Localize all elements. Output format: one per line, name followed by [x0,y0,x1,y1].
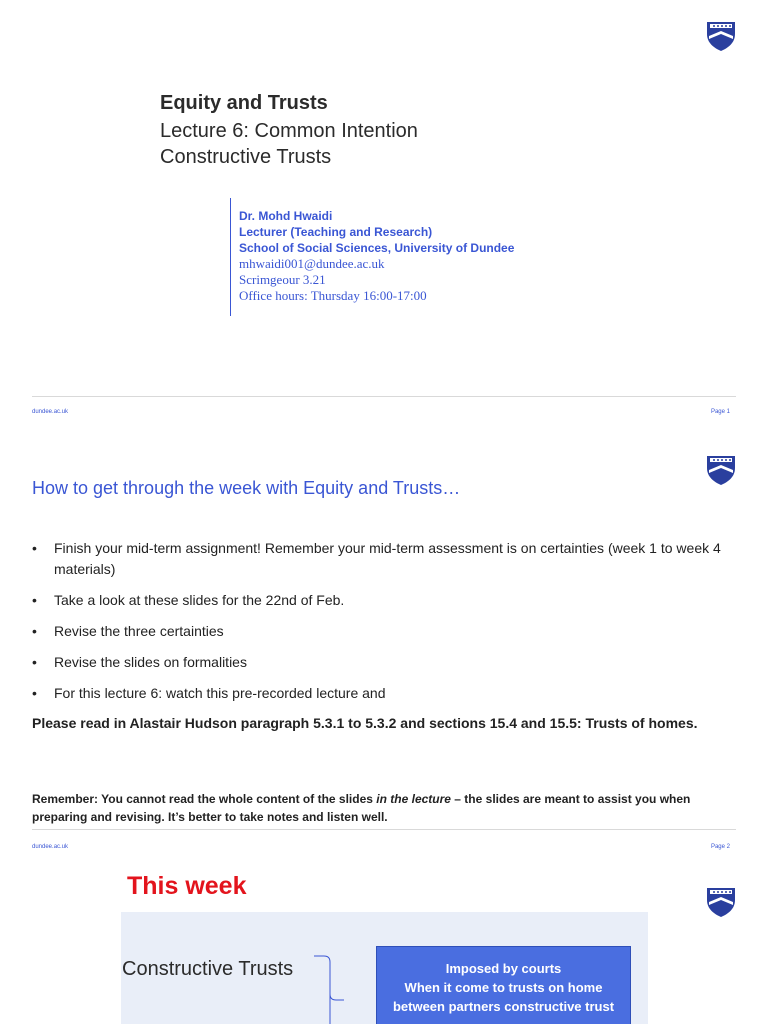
diagram-root-label: Constructive Trusts [122,958,294,980]
diagram-box-line: Imposed by courts [445,961,562,976]
slide-1 [0,0,768,420]
lecture-subtitle [160,118,418,170]
lecturer-school: School of Social Sciences, University of Dundee [239,241,515,255]
slide-2 [0,430,768,860]
lecturer-info [239,208,514,304]
lecturer-hours: Office hours: Thursday 16:00-17:00 [239,288,427,303]
footer-website: dundee.ac.uk [32,409,69,415]
list-item: • Revise the slides on formalities [32,654,247,670]
reading-instruction: Please read in Alastair Hudson paragraph 5.3.1 to 5.3.2 and sections 15.4 and 15.5: Trusts of homes. [32,715,698,731]
list-item: • Finish your mid-term assignment! Remember your mid-term assessment is on certainties (week 1 to week 4 materials) [32,540,721,577]
slide-3 [0,862,768,1024]
course-title: Equity and Trusts [160,92,328,114]
footer-divider [32,829,736,830]
diagram-box-line: When it come to trusts on home [404,980,603,995]
info-divider [230,198,231,316]
lecturer-name: Dr. Mohd Hwaidi [239,209,333,223]
university-crest-icon [704,18,738,52]
diagram-box [376,946,631,1024]
university-crest-icon [704,884,738,918]
list-item: • Revise the three certainties [32,623,224,639]
lecturer-role: Lecturer (Teaching and Research) [239,225,433,239]
lecturer-office: Scrimgeour 3.21 [239,272,326,287]
reminder-note: Remember: You cannot read the whole content of the slides in the lecture – the slides are meant to assist you when preparing and revising. It’s better to take notes and listen well. [32,792,691,824]
slide-title: This week [127,872,247,900]
diagram-box-line: between partners constructive trust [392,999,615,1014]
footer-divider [32,396,736,397]
lecturer-email[interactable]: mhwaidi001@dundee.ac.uk [239,256,385,271]
footer-website: dundee.ac.uk [32,844,69,850]
task-list [32,538,737,714]
brace-connector-icon [310,954,350,1024]
footer-page-number: Page 1 [710,409,730,415]
lecture-subtitle-line-1: Lecture 6: Common Intention [160,120,418,142]
university-crest-icon [704,452,738,486]
list-item: • For this lecture 6: watch this pre-recorded lecture and [32,685,386,701]
footer-page-number: Page 2 [710,844,730,850]
slide-title: How to get through the week with Equity and Trusts… [32,478,461,498]
lecture-subtitle-line-2: Constructive Trusts [160,146,332,168]
list-item: • Take a look at these slides for the 22nd of Feb. [32,592,345,608]
